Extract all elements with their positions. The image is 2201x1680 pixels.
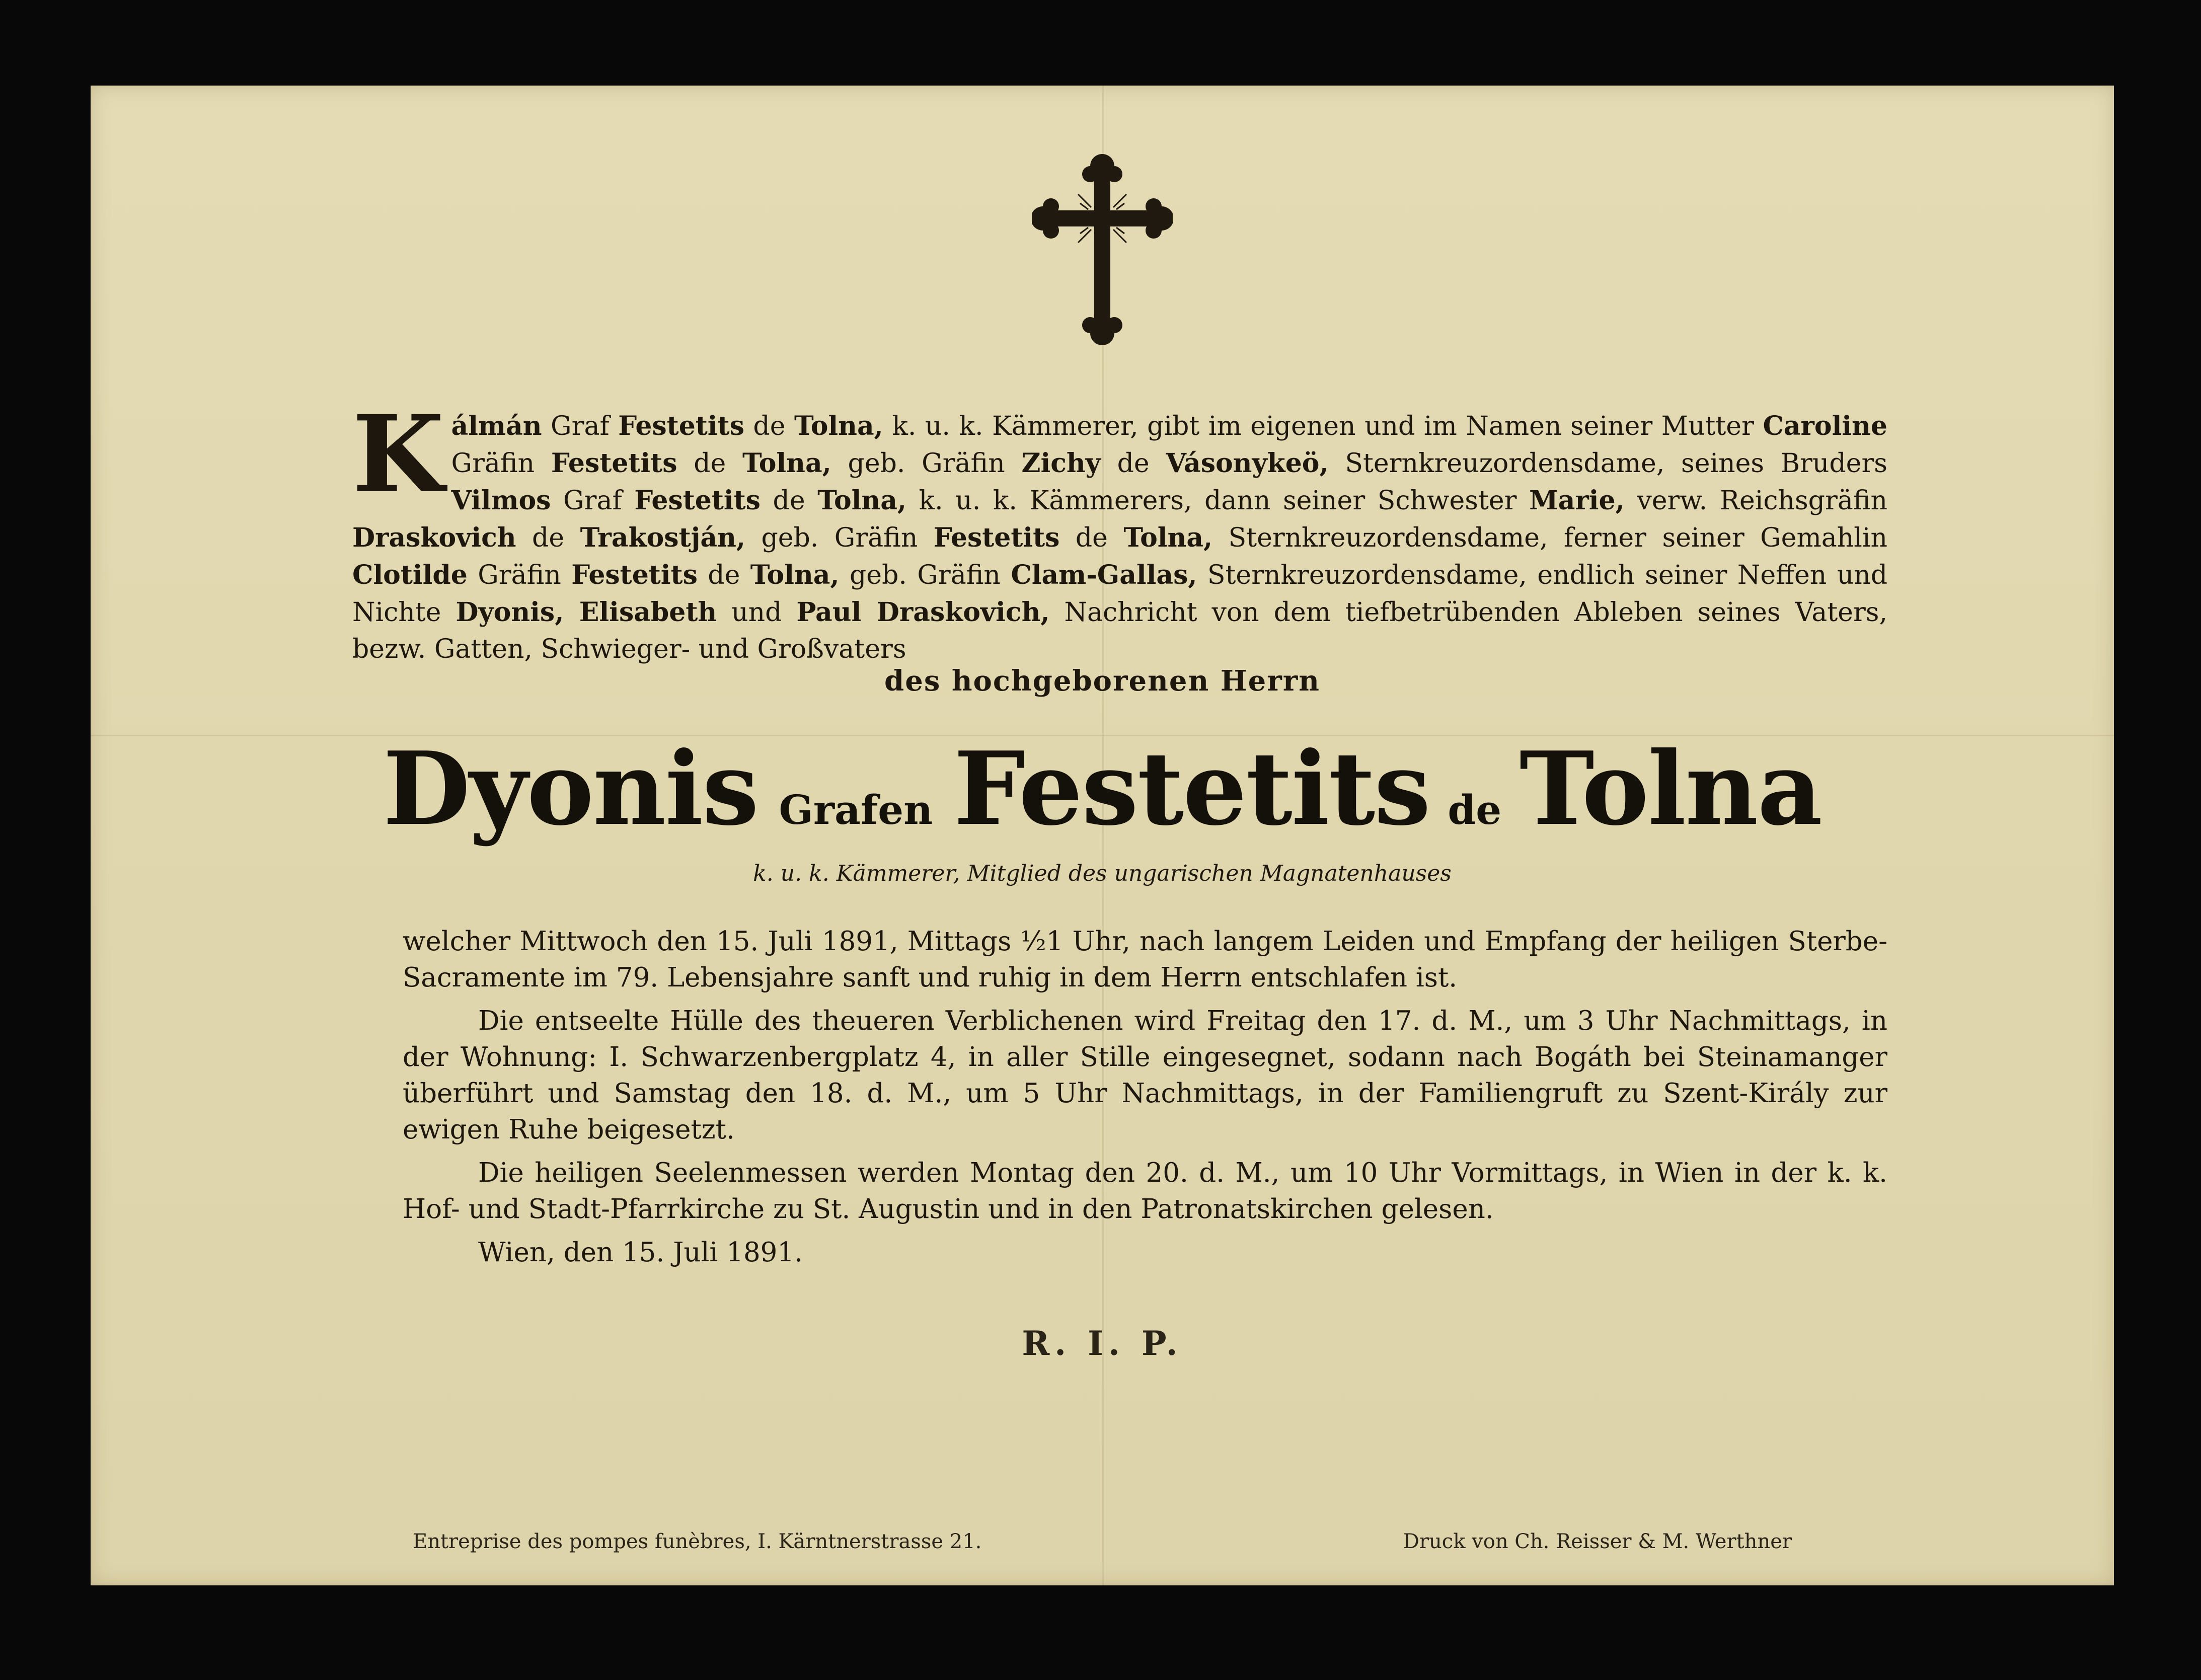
intro-text-run: k. u. k. Kämmerer, gibt im eigenen und im Namen seiner Mutter xyxy=(883,411,1763,441)
intro-text-run: Sternkreuzordensdame, seines Bruders xyxy=(1328,448,1887,479)
intro-name-run: Festetits xyxy=(634,485,761,516)
funeral-paragraph: Die entseelte Hülle des theueren Verblichenen wird Freitag den 17. d. M., um 3 Uhr Nachmittags, in der Wohnung: I. Schwarzenbergplatz 4, in aller Stille eingesegnet, sodann nach Bogáth bei Steinamanger überführt und Samstag den 18. d. M., um 5 Uhr Nachmittags, in der Familiengruft zu Szent-Király zur ewigen Ruhe beigesetzt. xyxy=(403,1006,1887,1145)
mourning-notice-sheet xyxy=(91,86,2114,1585)
name-family: Festetits xyxy=(953,730,1430,848)
intro-name-run: Marie, xyxy=(1529,485,1625,516)
name-first: Dyonis xyxy=(383,730,758,848)
intro-text-run: de xyxy=(677,448,743,479)
footer-undertaker: Entreprise des pompes funèbres, I. Kärntnerstrasse 21. xyxy=(413,1530,982,1553)
intro-name-run: álmán xyxy=(451,411,542,441)
intro-text-run: Graf xyxy=(542,411,619,441)
intro-text-run: Gräfin xyxy=(451,448,551,479)
name-particle: de xyxy=(1448,786,1502,833)
intro-name-run: Festetits xyxy=(933,522,1060,553)
name-place: Tolna xyxy=(1519,730,1822,848)
deceased-titles: k. u. k. Kämmerer, Mitglied des ungarischen Magnatenhauses xyxy=(753,861,1452,886)
notice-body xyxy=(403,924,1887,1278)
deceased-name xyxy=(91,730,2114,848)
intro-name-run: Clam-Gallas, xyxy=(1011,560,1197,590)
intro-text-run: de xyxy=(1100,448,1166,479)
intro-name-run: Festetits xyxy=(571,560,698,590)
drop-cap-initial: K xyxy=(352,392,444,516)
intro-text-run: geb. Gräfin xyxy=(839,560,1011,590)
ornate-cross-icon xyxy=(1032,151,1173,347)
intro-text xyxy=(352,392,1888,664)
intro-text-run: geb. Gräfin xyxy=(831,448,1022,479)
intro-name-run: Clotilde xyxy=(352,560,468,590)
intro-name-run: Tolna, xyxy=(794,411,883,441)
intro-text-run: Sternkreuzordensdame, ferner seiner Gemahlin xyxy=(1212,523,1888,553)
intro-text-run: und xyxy=(717,597,797,628)
masses-paragraph: Die heiligen Seelenmessen werden Montag den 20. d. M., um 10 Uhr Vormittags, in Wien in der k. k. Hof- und Stadt-Pfarrkirche zu St. Augustin und in den Patronatskirchen gelesen. xyxy=(403,1158,1887,1225)
name-title-grafen: Grafen xyxy=(779,786,933,833)
intro-name-run: Vilmos xyxy=(451,485,551,516)
intro-name-run: Zichy xyxy=(1021,448,1101,479)
intro-text-run: de xyxy=(516,523,580,553)
death-paragraph: welcher Mittwoch den 15. Juli 1891, Mittags ½1 Uhr, nach langem Leiden und Empfang der heiligen Sterbe-Sacramente im 79. Lebensjahre sanft und ruhig in dem Herrn entschlafen ist. xyxy=(403,926,1887,993)
intro-name-run: Tolna, xyxy=(1123,522,1213,553)
intro-name-run: Trakostján, xyxy=(580,522,746,553)
intro-name-run: Paul Draskovich, xyxy=(796,597,1050,628)
intro-text-run: de xyxy=(760,486,818,516)
intro-text-run: k. u. k. Kämmerers, dann seiner Schwester xyxy=(906,486,1530,516)
intro-text-run: Graf xyxy=(551,486,635,516)
intro-name-run: Tolna, xyxy=(817,485,906,516)
intro-text-run: verw. Reichsgräfin xyxy=(1624,486,1887,516)
footer-printer: Druck von Ch. Reisser & M. Werthner xyxy=(1403,1530,1792,1553)
intro-text-run: de xyxy=(697,560,750,590)
intro-text-run: de xyxy=(1059,523,1124,553)
intro-name-run: Dyonis, Elisabeth xyxy=(456,597,717,628)
intro-paragraph xyxy=(352,392,1888,668)
intro-name-run: Festetits xyxy=(551,448,677,479)
intro-text-run: Nachricht von dem tiefbetrübenden Ableben seines Vaters, bezw. Gatten, Schwieger- und Großvaters xyxy=(352,597,1888,664)
intro-name-run: Tolna, xyxy=(750,560,840,590)
place-date-line: Wien, den 15. Juli 1891. xyxy=(478,1237,803,1268)
intro-name-run: Draskovich xyxy=(352,522,516,553)
intro-name-run: Tolna, xyxy=(742,448,831,479)
intro-text-run: de xyxy=(744,411,795,441)
intro-text-run: Gräfin xyxy=(467,560,572,590)
rip-text: R. I. P. xyxy=(1022,1324,1183,1363)
honorific-line: des hochgeborenen Herrn xyxy=(884,664,1320,698)
intro-text-run: geb. Gräfin xyxy=(745,523,934,553)
intro-name-run: Caroline xyxy=(1763,411,1888,441)
intro-name-run: Vásonykeö, xyxy=(1166,448,1329,479)
intro-name-run: Festetits xyxy=(618,411,744,441)
intro-text-run: Sternkreuzordensdame, endlich seiner Neffen und Nichte xyxy=(352,560,1887,628)
